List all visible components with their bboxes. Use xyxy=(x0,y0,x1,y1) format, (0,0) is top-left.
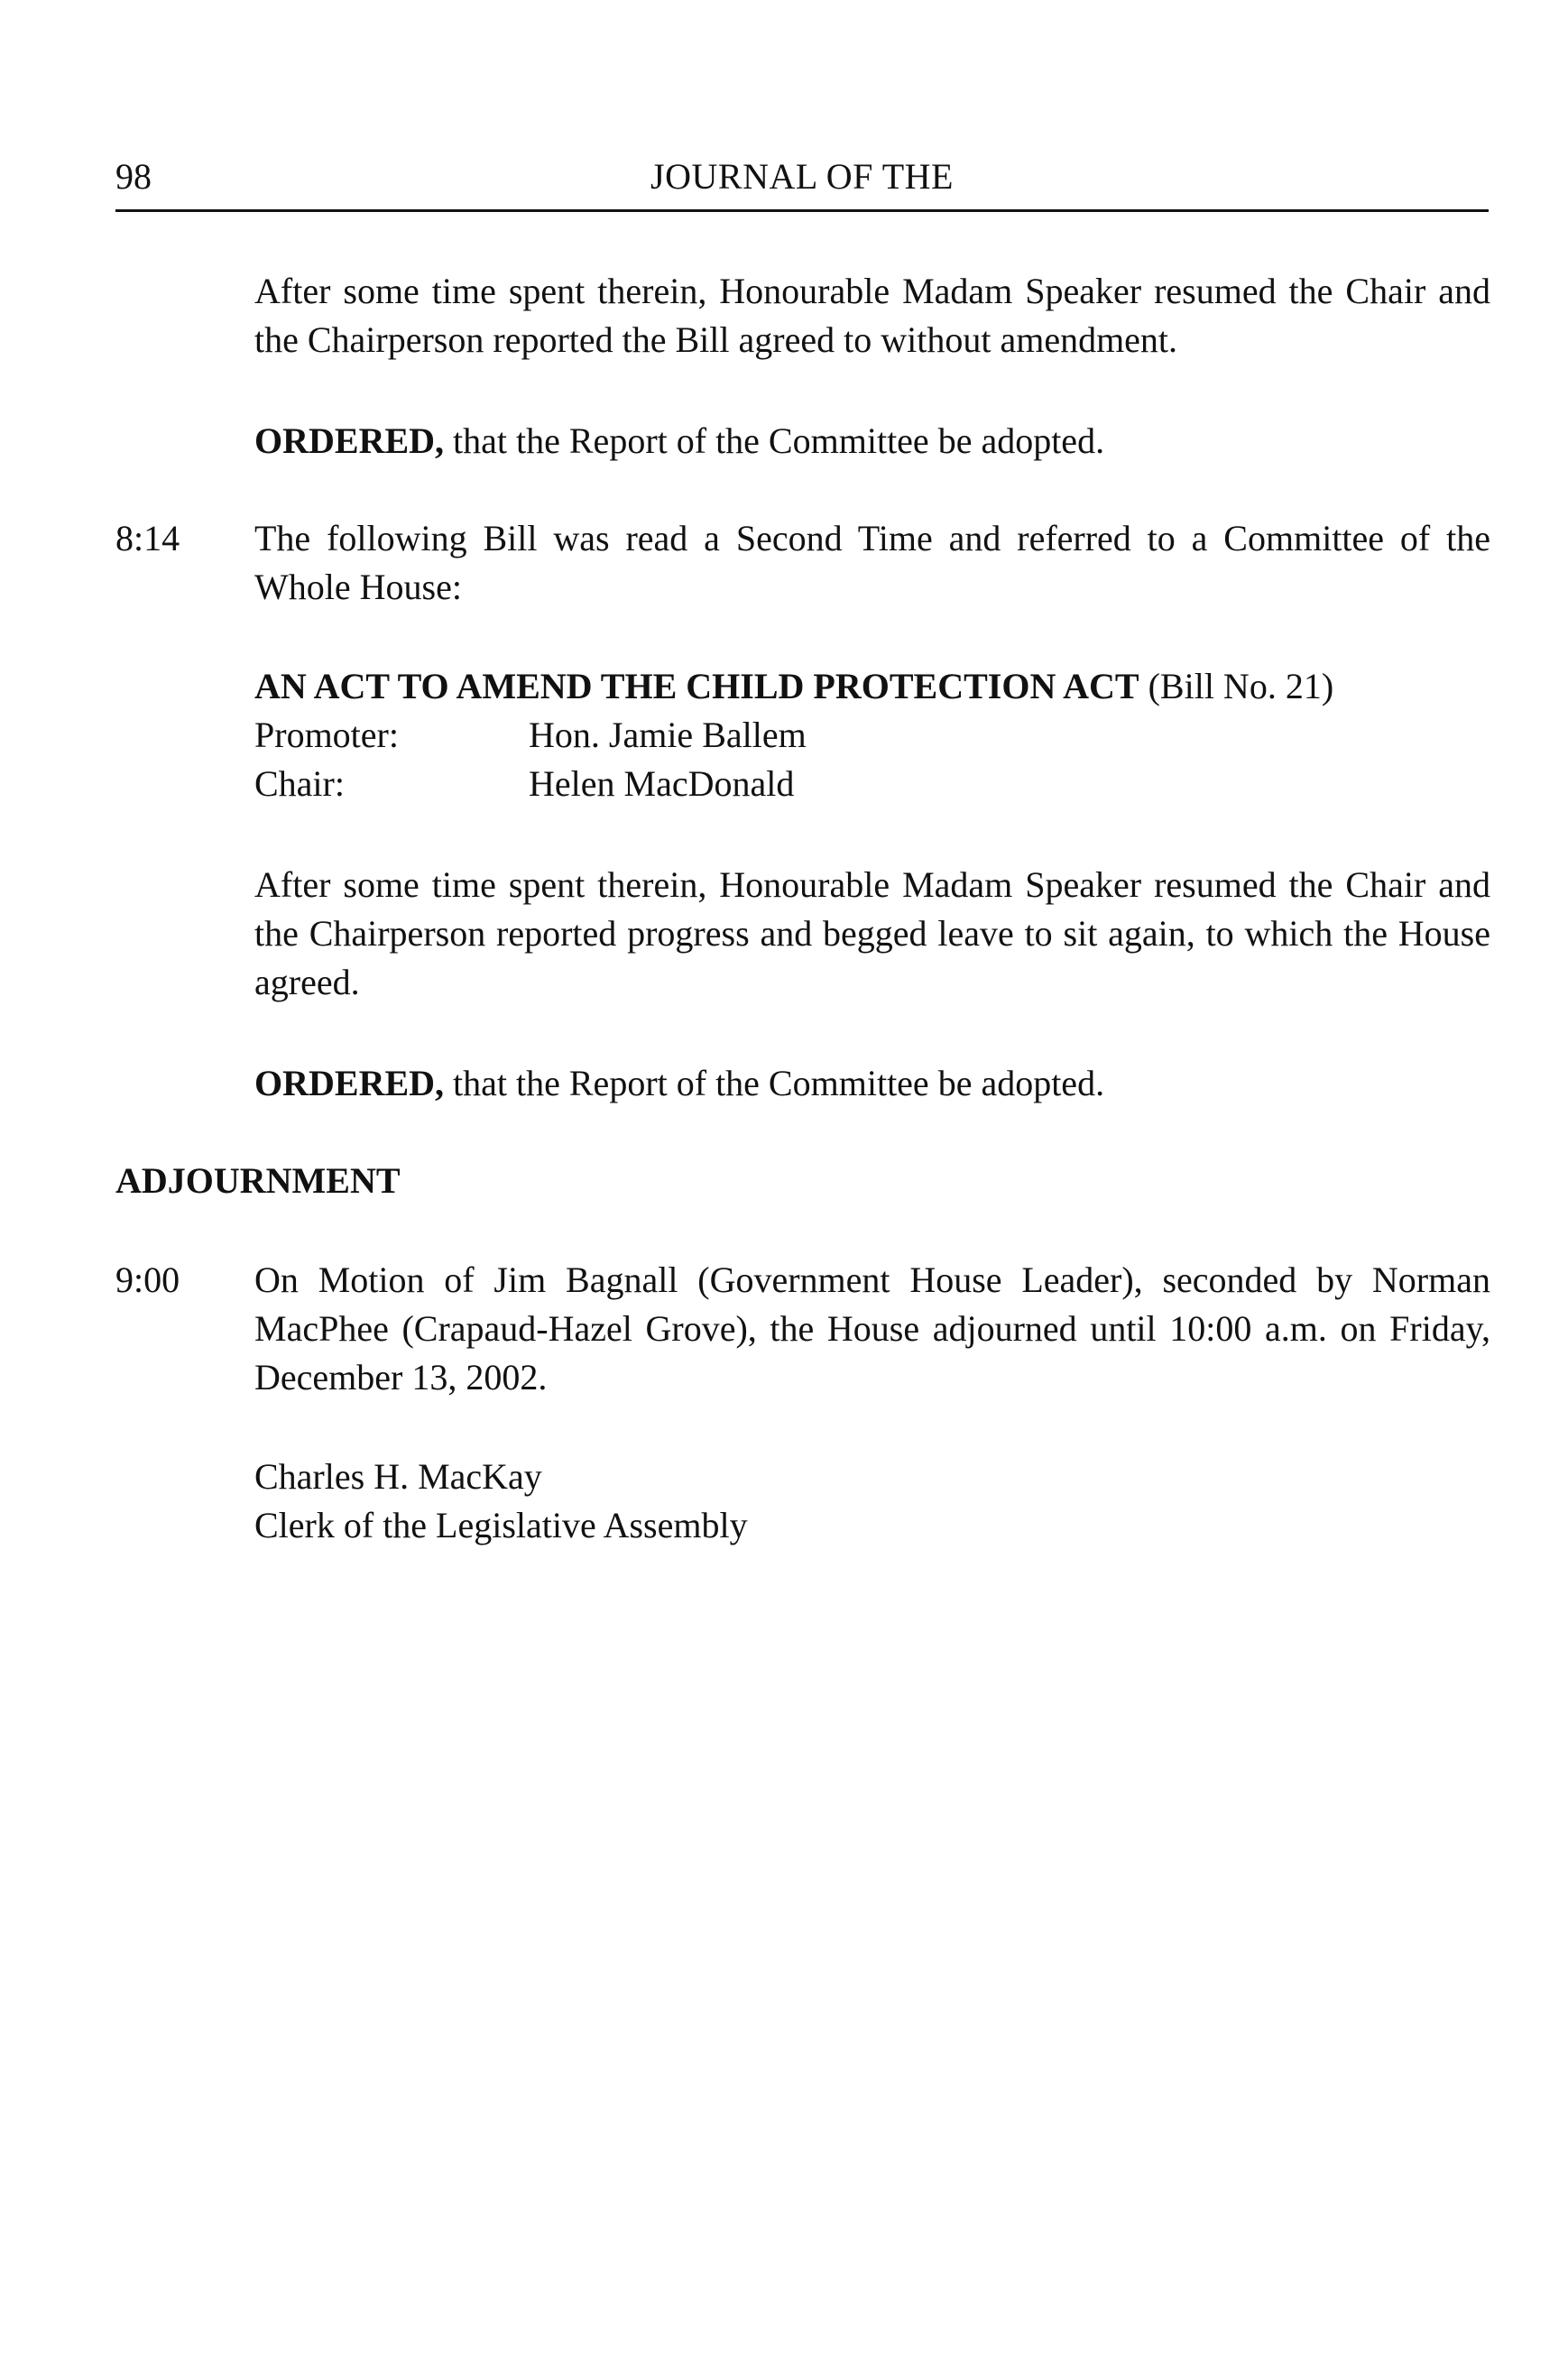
ordered-text: that the Report of the Committee be adopted. xyxy=(444,1063,1105,1103)
ordered-paragraph-1 xyxy=(254,417,1490,466)
bill-block xyxy=(254,662,1490,808)
signature-title: Clerk of the Legislative Assembly xyxy=(254,1505,748,1545)
progress-report-paragraph: After some time spent therein, Honourable Madam Speaker resumed the Chair and the Chairperson reported progress and begged leave to sit again, to which the House agreed. xyxy=(254,864,1490,1002)
signature-name: Charles H. MacKay xyxy=(254,1456,542,1497)
signature-block xyxy=(254,1453,1490,1550)
item-number-900: 9:00 xyxy=(115,1259,180,1300)
bill-title: AN ACT TO AMEND THE CHILD PROTECTION ACT xyxy=(254,666,1139,706)
chair-row xyxy=(254,760,1490,808)
promoter-row xyxy=(254,711,1490,760)
page-header xyxy=(115,155,1489,212)
ordered-text: that the Report of the Committee be adopted. xyxy=(444,420,1105,461)
bill-title-line xyxy=(254,662,1490,711)
second-reading-paragraph: The following Bill was read a Second Time and referred to a Committee of the Whole House: xyxy=(254,518,1490,607)
adjournment-heading: ADJOURNMENT xyxy=(115,1160,401,1201)
bill-number: (Bill No. 21) xyxy=(1139,666,1334,706)
adjournment-paragraph: On Motion of Jim Bagnall (Government House Leader), seconded by Norman MacPhee (Crapaud-Hazel Grove), the House adjourned until 10:00 a.m. on Friday, December 13, 2002. xyxy=(254,1259,1490,1398)
page-number: 98 xyxy=(115,156,152,197)
chair-label: Chair: xyxy=(254,763,345,804)
ordered-paragraph-2 xyxy=(254,1059,1490,1108)
chair-value: Helen MacDonald xyxy=(529,763,795,804)
committee-report-paragraph: After some time spent therein, Honourable Madam Speaker resumed the Chair and the Chairperson reported the Bill agreed to without amendment. xyxy=(254,271,1490,360)
running-head: JOURNAL OF THE xyxy=(650,156,954,197)
item-number-814: 8:14 xyxy=(115,518,180,558)
ordered-label: ORDERED, xyxy=(254,420,445,461)
ordered-label: ORDERED, xyxy=(254,1063,445,1103)
promoter-label: Promoter: xyxy=(254,715,399,755)
promoter-value: Hon. Jamie Ballem xyxy=(529,715,807,755)
